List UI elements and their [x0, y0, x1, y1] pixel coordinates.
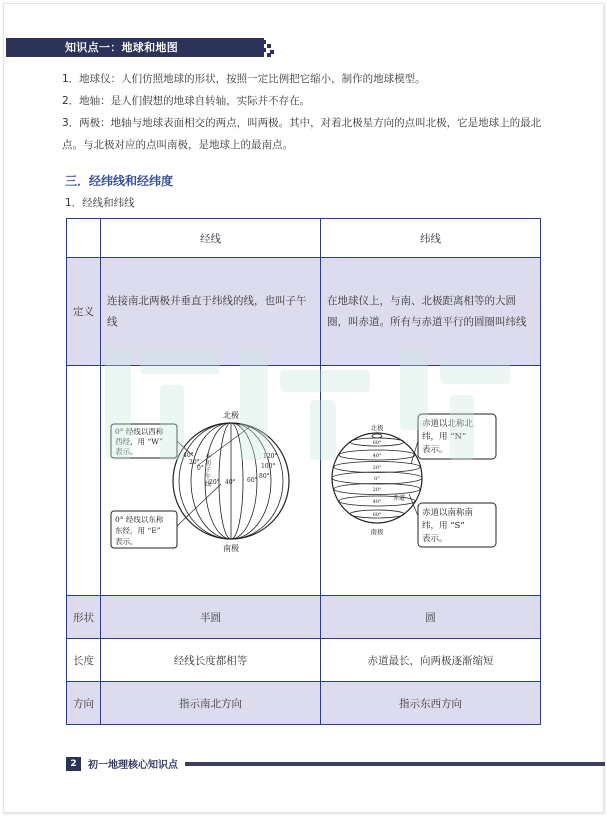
- e20-label: 20°: [209, 479, 220, 486]
- callout-west-line: 表示。: [115, 447, 138, 456]
- footer-rule: [185, 762, 605, 766]
- footer-title: 初一地理核心知识点: [88, 760, 178, 771]
- shape-label: 形状: [67, 596, 101, 639]
- south-pole-label: 南极: [223, 544, 239, 553]
- section-title: 三．经纬线和经纬度: [65, 174, 174, 188]
- callout-south-line: 表示。: [422, 534, 448, 544]
- w40-label: 40°: [183, 452, 194, 459]
- parallel-figure-cell: [321, 366, 541, 596]
- length-meridian: 经线长度都相等: [101, 639, 321, 682]
- section-subtitle: 1．经线和纬线: [65, 197, 135, 209]
- header-decoration: [262, 38, 276, 57]
- e100-label: 100°: [261, 463, 276, 470]
- lat-label: 60°: [372, 440, 382, 446]
- parallel-globe-diagram: [321, 366, 540, 592]
- prime-meridian-char: 线: [205, 481, 212, 488]
- callout-west-line: 0° 经线以西称: [115, 427, 164, 436]
- meridian-figure-cell: [101, 366, 321, 596]
- callout-north-line: 纬，用 “N”: [422, 432, 467, 442]
- header-title: 知识点一：地球和地图: [65, 41, 178, 54]
- shape-parallel: 圆: [321, 596, 541, 639]
- equator-label: 赤道: [393, 495, 406, 502]
- callout-north-line: 表示。: [422, 445, 448, 455]
- meridian-globe-diagram: [101, 366, 320, 592]
- callout-west-line: 西经，用 “W”: [115, 437, 163, 446]
- south-pole-label: 南极: [370, 528, 384, 536]
- figure-empty-cell: [67, 366, 101, 596]
- length-row: [67, 639, 541, 682]
- direction-row: [67, 682, 541, 725]
- prime-meridian-char: 本: [205, 453, 212, 460]
- north-pole-label: 北极: [370, 424, 384, 432]
- figure-row: [67, 366, 541, 596]
- callout-south-line: 赤道以南称南: [422, 508, 474, 518]
- lat-label: 0°: [374, 476, 380, 482]
- point-1: 1．地球仪：人们仿照地球的形状，按照一定比例把它缩小，制作的地球模型。: [62, 73, 426, 85]
- shape-meridian: 半圆: [101, 596, 321, 639]
- w20-label: 20°: [189, 459, 200, 466]
- prime-meridian-char: 午: [205, 474, 212, 481]
- zero-label: 0°: [197, 465, 204, 472]
- definition-row: [67, 258, 541, 366]
- callout-east-line: 表示。: [115, 537, 138, 546]
- direction-label: 方向: [67, 682, 101, 725]
- lat-label: 60°: [372, 512, 382, 518]
- header-parallel: 纬线: [321, 219, 541, 258]
- direction-meridian: 指示南北方向: [101, 682, 321, 725]
- point-2: 2．地轴：是人们假想的地球自转轴，实际并不存在。: [62, 95, 311, 107]
- callout-north-line: 赤道以北称北: [422, 419, 474, 429]
- meridian-parallel-table: [66, 218, 541, 725]
- callout-south-line: 纬，用 “S”: [422, 521, 465, 531]
- north-pole-label: 北极: [223, 411, 239, 420]
- callout-east-line: 0° 经线以东称: [115, 515, 164, 524]
- page-number: 2: [66, 757, 81, 771]
- lat-label: 40°: [372, 499, 382, 505]
- e40-label: 40°: [225, 479, 236, 486]
- header-meridian: 经线: [101, 219, 321, 258]
- e120-label: 120°: [263, 453, 278, 460]
- prime-meridian-char: 初: [205, 460, 212, 467]
- prime-meridian-char: 子: [205, 467, 212, 474]
- length-label: 长度: [67, 639, 101, 682]
- e60-label: 60°: [247, 477, 258, 484]
- shape-row: [67, 596, 541, 639]
- callout-east-line: 东经，用 “E”: [115, 526, 161, 535]
- lat-label: 40°: [372, 453, 382, 459]
- point-3: 3．两极：地轴与地球表面相交的两点，叫两极。其中，对着北极星方向的点叫北极，它是地球上的最北点。与北极对应的点叫南极，是地球上的最南点。: [62, 117, 542, 151]
- definition-parallel: 在地球仪上，与南、北极距离相等的大圆圈，叫赤道。所有与赤道平行的圆圈叫纬线: [321, 258, 541, 366]
- e80-label: 80°: [259, 473, 270, 480]
- lat-label: 20°: [372, 487, 382, 493]
- table-header-row: [67, 219, 541, 258]
- header-empty-cell: [67, 219, 101, 258]
- direction-parallel: 指示东西方向: [321, 682, 541, 725]
- definition-meridian: 连接南北两极并垂直于纬线的线，也叫子午线: [101, 258, 321, 366]
- definition-label: 定义: [67, 258, 101, 366]
- lat-label: 20°: [372, 465, 382, 471]
- length-parallel: 赤道最长，向两极逐渐缩短: [321, 639, 541, 682]
